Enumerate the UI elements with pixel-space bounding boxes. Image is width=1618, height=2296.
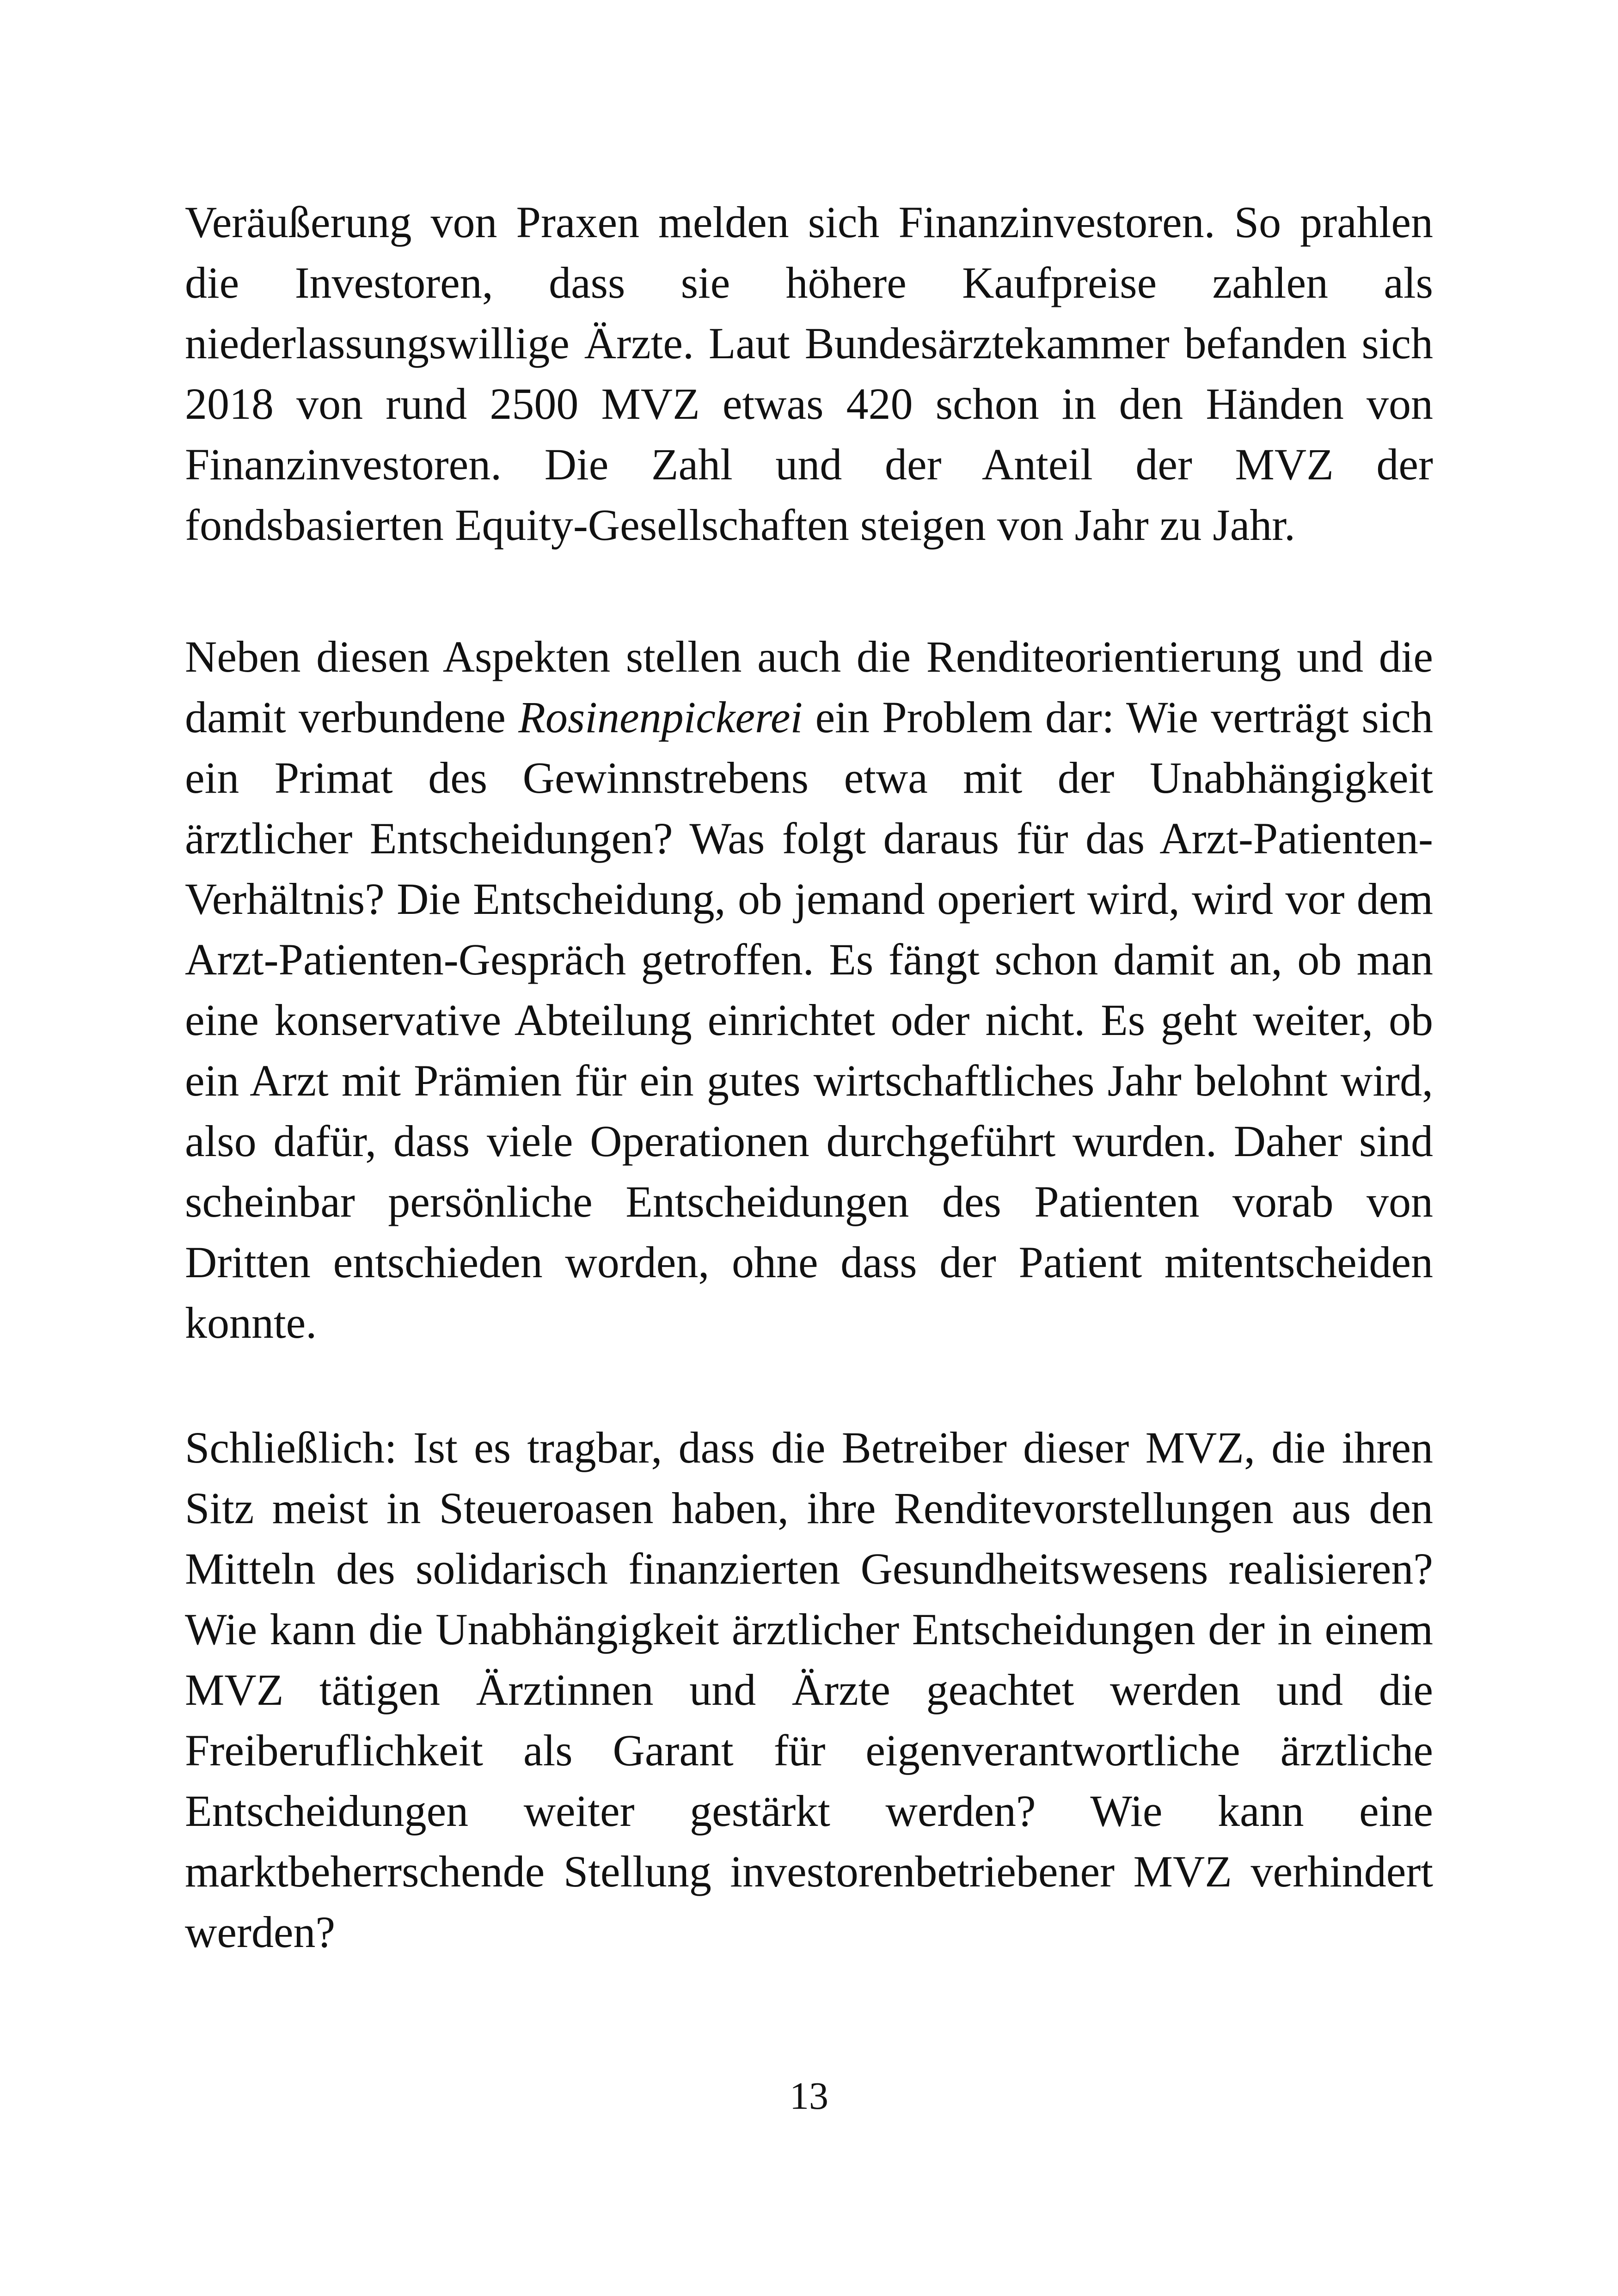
emphasized-term: Rosinenpickerei xyxy=(518,692,803,742)
paragraph-text-segment: ein Problem dar: Wie verträgt sich ein Primat des Gewinnstrebens etwa mit der Unabhängigkeit ärztlicher Entscheidungen? Was folgt daraus für das Arzt-Patienten-Verhältnis? Die Entscheidung, ob jemand operiert wird, wird vor dem Arzt-Patienten-Gespräch getroffen. Es fängt schon damit an, ob man eine konservative Abteilung einrichtet oder nicht. Es geht weiter, ob ein Arzt mit Prämien für ein gutes wirtschaftliches Jahr belohnt wird, also dafür, dass viele Operationen durchgeführt wurden. Daher sind scheinbar persönliche Entscheidungen des Patienten vorab von Dritten entschieden worden, ohne dass der Patient mitentscheiden konnte. xyxy=(185,692,1434,1347)
page-number: 13 xyxy=(790,2075,828,2118)
body-paragraph xyxy=(185,626,1433,1353)
paragraph-text-segment: Neben diesen Aspekten stellen auch die Renditeorientierung und die damit verbundene xyxy=(185,632,1433,742)
body-paragraph: Veräußerung von Praxen melden sich Finanzinvestoren. So prahlen die Investoren, dass sie höhere Kaufpreise zahlen als niederlassungswillige Ärzte. Laut Bundesärztekammer befanden sich 2018 von rund 2500 MVZ etwas 420 schon in den Händen von Finanzinvestoren. Die Zahl und der Anteil der MVZ der fondsbasierten Equity-Gesellschaften steigen von Jahr zu Jahr. xyxy=(185,197,1433,550)
body-paragraph: Schließlich: Ist es tragbar, dass die Betreiber dieser MVZ, die ihren Sitz meist in Steueroasen haben, ihre Renditevorstellungen aus den Mitteln des solidarisch finanzierten Gesundheitswesens realisieren? Wie kann die Unabhängigkeit ärztlicher Entscheidungen der in einem MVZ tätigen Ärztinnen und Ärzte geachtet werden und die Freiberuflichkeit als Garant für eigenverantwortliche ärztliche Entscheidungen weiter gestärkt werden? Wie kann eine marktbeherrschende Stellung investorenbetriebener MVZ verhindert werden? xyxy=(185,1423,1433,1957)
